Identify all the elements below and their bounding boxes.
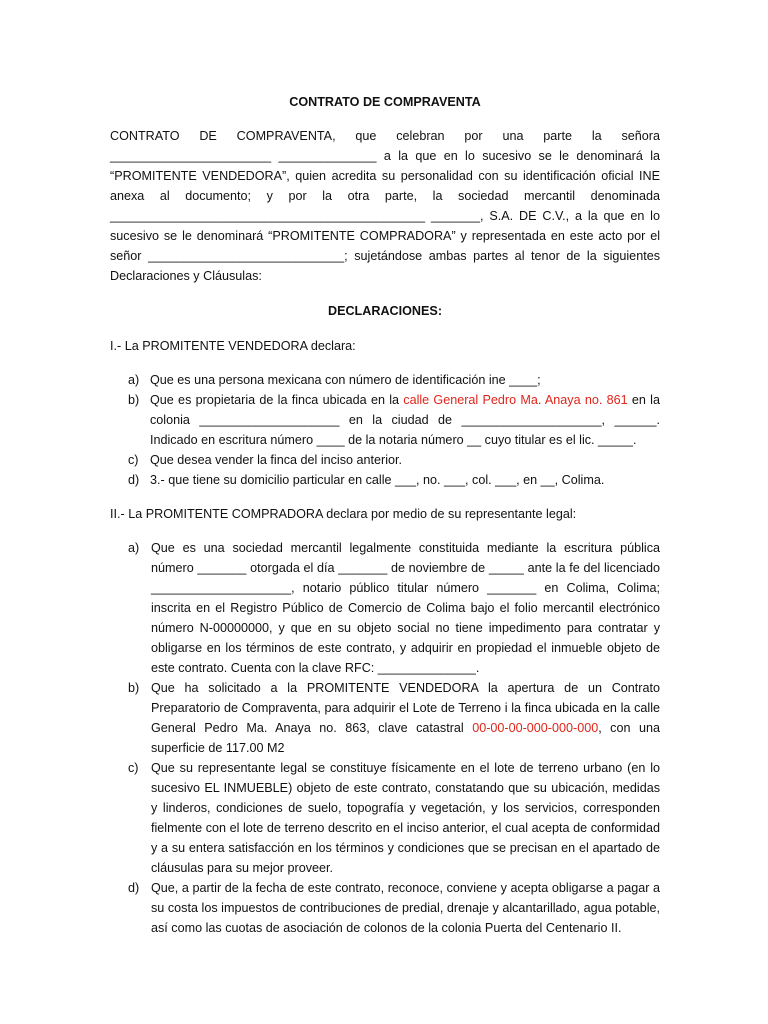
- list-marker: d): [128, 881, 140, 895]
- list-item-text: en la colonia ____________________ en la ciudad de ____________________, ______. Indicado en escritura número ____ de la notaria número __ cuyo titular es el lic. _____.: [150, 393, 660, 447]
- list-item-text: Que es una sociedad mercantil legalmente constituida mediante la escritura pública número _______ otorgada el día _______ de noviembre de _____ ante la fe del licenciado ____________________, notario público titular número _______ en Colima, Colima; inscrita en el Registro Público de Comercio de Colima bajo el folio mercantil electrónico número N-00000000, y que en su objeto social no tiene impedimento para contratar y obligarse en los términos de este contrato, y adquirir en propiedad el inmueble objeto de este contrato. Cuenta con la clave RFC: ______________.: [151, 541, 660, 675]
- section-1-title: I.- La PROMITENTE VENDEDORA declara:: [110, 339, 356, 353]
- list-marker: c): [128, 761, 139, 775]
- list-item: [110, 758, 660, 878]
- list-marker: b): [128, 393, 140, 407]
- list-item: [110, 450, 660, 470]
- list-item-text: Que es una persona mexicana con número de identificación ine ____;: [150, 373, 541, 387]
- list-marker: c): [128, 453, 139, 467]
- list-item-text: Que desea vender la finca del inciso anterior.: [150, 453, 403, 467]
- list-item-text: Que ha solicitado a la PROMITENTE VENDEDORA la apertura de un Contrato Preparatorio de Compraventa, para adquirir el Lote de Terreno i la finca ubicada en la calle General Pedro Ma. Anaya no. 863, clave catastral: [151, 681, 660, 735]
- intro-text: CONTRATO DE COMPRAVENTA, que celebran por una parte la señora _______________________ ______________ a la que en lo sucesivo se le denominará la “PROMITENTE VENDEDORA”, quien acredita su personalidad con su identificación oficial INE anexa al documento; y por la otra parte, la sociedad mercantil denominada _____________________________________________ _______, S.A. DE C.V., a la que en lo sucesivo se le denominará “PROMITENTE COMPRADORA” y representada en este acto por el señor ____________________________; sujetándose ambas partes al tenor de la siguientes Declaraciones y Cláusulas:: [110, 129, 660, 283]
- list-marker: b): [128, 681, 140, 695]
- intro-paragraph: [110, 126, 660, 286]
- list-item: [110, 390, 660, 450]
- list-marker: a): [128, 373, 140, 387]
- list-item: [110, 370, 660, 390]
- list-item-text: Que su representante legal se constituye físicamente en el lote de terreno urbano (en lo sucesivo EL INMUEBLE) objeto de este contrato, constatando que su ubicación, medidas y linderos, condiciones de suelo, topografía y vegetación, y los servicios, corresponden fielmente con el lote de terreno descrito en el inciso anterior, el cual acepta de conformidad y a su entera satisfacción en los términos y condiciones que se precisan en el apartado de cláusulas para su mejor proveer.: [151, 761, 660, 875]
- list-item-text: 3.- que tiene su domicilio particular en calle ___, no. ___, col. ___, en __, Colima.: [150, 473, 605, 487]
- list-item-text: Que es propietaria de la finca ubicada en la: [150, 393, 404, 407]
- list-item-text: Que, a partir de la fecha de este contrato, reconoce, conviene y acepta obligarse a pagar a su costa los impuestos de contribuciones de predial, drenaje y alcantarillado, agua potable, así como las cuotas de asociación de colonos de la colonia Puerta del Centenario II.: [151, 881, 660, 935]
- section-1-list: [110, 370, 660, 490]
- list-item: [110, 538, 660, 678]
- list-marker: d): [128, 473, 140, 487]
- highlighted-address: calle General Pedro Ma. Anaya no. 861: [403, 393, 628, 407]
- section-2-title: II.- La PROMITENTE COMPRADORA declara por medio de su representante legal:: [110, 507, 577, 521]
- list-marker: a): [128, 541, 140, 555]
- highlighted-cadastral-key: 00-00-00-000-000-000: [472, 721, 599, 735]
- document-title: CONTRATO DE COMPRAVENTA: [289, 95, 481, 109]
- list-item: [110, 878, 660, 938]
- list-item-text: , con una superficie de 117.00 M2: [151, 721, 660, 755]
- list-item: [110, 470, 660, 490]
- section-2-list: [110, 538, 660, 938]
- declaraciones-heading: DECLARACIONES:: [327, 304, 443, 318]
- list-item: [110, 678, 660, 758]
